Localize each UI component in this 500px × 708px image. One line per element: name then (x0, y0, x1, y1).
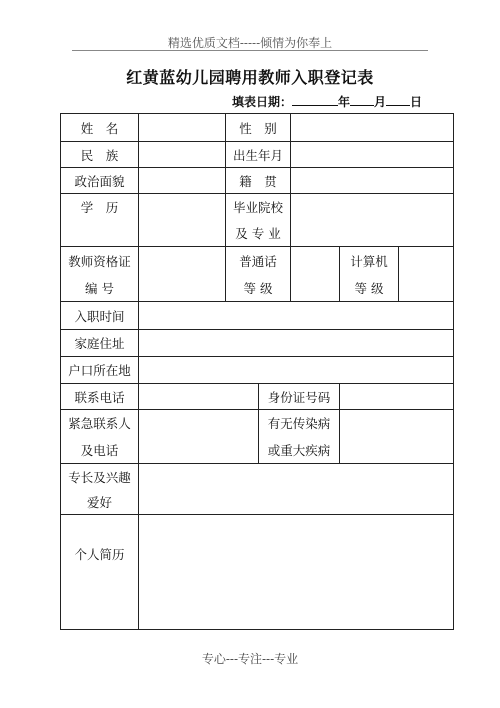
year-label: 年 (338, 95, 351, 109)
birth-field[interactable] (291, 142, 453, 167)
label-hobby-2: 爱好 (86, 494, 112, 510)
form-title: 红黄蓝幼儿园聘用教师入职登记表 (126, 68, 374, 87)
header-divider (72, 50, 428, 51)
label-computer-level: 等 级 (354, 280, 384, 296)
computer-field[interactable] (399, 247, 453, 301)
label-education: 学 历 (80, 200, 119, 215)
month-label: 月 (374, 95, 387, 109)
label-birth: 出生年月 (232, 147, 283, 163)
phone-field[interactable] (139, 384, 258, 409)
native-place-field[interactable] (291, 168, 453, 193)
ethnicity-field[interactable] (139, 142, 225, 167)
month-blank[interactable] (350, 95, 374, 106)
label-political: 政治面貌 (74, 173, 125, 189)
page-footer: 专心---专注---专业 (201, 652, 299, 666)
label-mandarin-level: 等 级 (243, 280, 273, 296)
label-disease: 有无传染病 (267, 416, 331, 431)
mandarin-field[interactable] (291, 247, 339, 301)
hukou-field[interactable] (139, 357, 453, 383)
address-field[interactable] (139, 330, 453, 356)
entry-time-field[interactable] (139, 302, 453, 329)
emergency-field[interactable] (139, 410, 258, 463)
label-id-number: 身份证号码 (267, 389, 331, 405)
label-native-place: 籍 贯 (239, 173, 277, 189)
label-resume: 个人简历 (74, 547, 125, 562)
page-header: 精选优质文档-----倾情为你奉上 (167, 36, 333, 50)
resume-field[interactable] (139, 515, 453, 629)
label-phone: 联系电话 (74, 389, 125, 405)
label-computer: 计算机 (350, 253, 388, 269)
day-blank[interactable] (386, 95, 410, 106)
political-field[interactable] (139, 168, 225, 193)
label-emergency-phone: 及电话 (80, 442, 119, 458)
label-ethnicity: 民 族 (80, 147, 119, 163)
label-school: 毕业院校 (232, 200, 283, 215)
registration-table (60, 113, 454, 630)
name-field[interactable] (139, 114, 225, 141)
year-blank[interactable] (292, 95, 338, 106)
label-hukou: 户口所在地 (68, 363, 131, 378)
label-name: 姓 名 (80, 120, 119, 136)
label-hobby: 专长及兴趣 (68, 469, 131, 485)
label-entry-time: 入职时间 (74, 308, 125, 324)
label-cert-number: 编 号 (85, 280, 114, 296)
label-gender: 性 别 (239, 120, 277, 136)
education-field[interactable] (139, 194, 225, 246)
label-cert: 教师资格证 (68, 253, 131, 269)
id-number-field[interactable] (340, 384, 453, 409)
label-emergency: 紧急联系人 (68, 416, 131, 431)
day-label: 日 (410, 95, 423, 109)
fill-date (232, 93, 422, 110)
label-disease-2: 或重大疾病 (267, 442, 331, 458)
hobby-field[interactable] (139, 464, 453, 514)
gender-field[interactable] (291, 114, 453, 141)
label-address: 家庭住址 (74, 336, 125, 351)
disease-field[interactable] (340, 410, 453, 463)
cert-field[interactable] (139, 247, 225, 301)
school-field[interactable] (291, 194, 453, 246)
fill-date-label: 填表日期： (232, 95, 293, 109)
label-major: 及 专 业 (235, 226, 281, 241)
label-mandarin: 普通话 (239, 253, 277, 269)
